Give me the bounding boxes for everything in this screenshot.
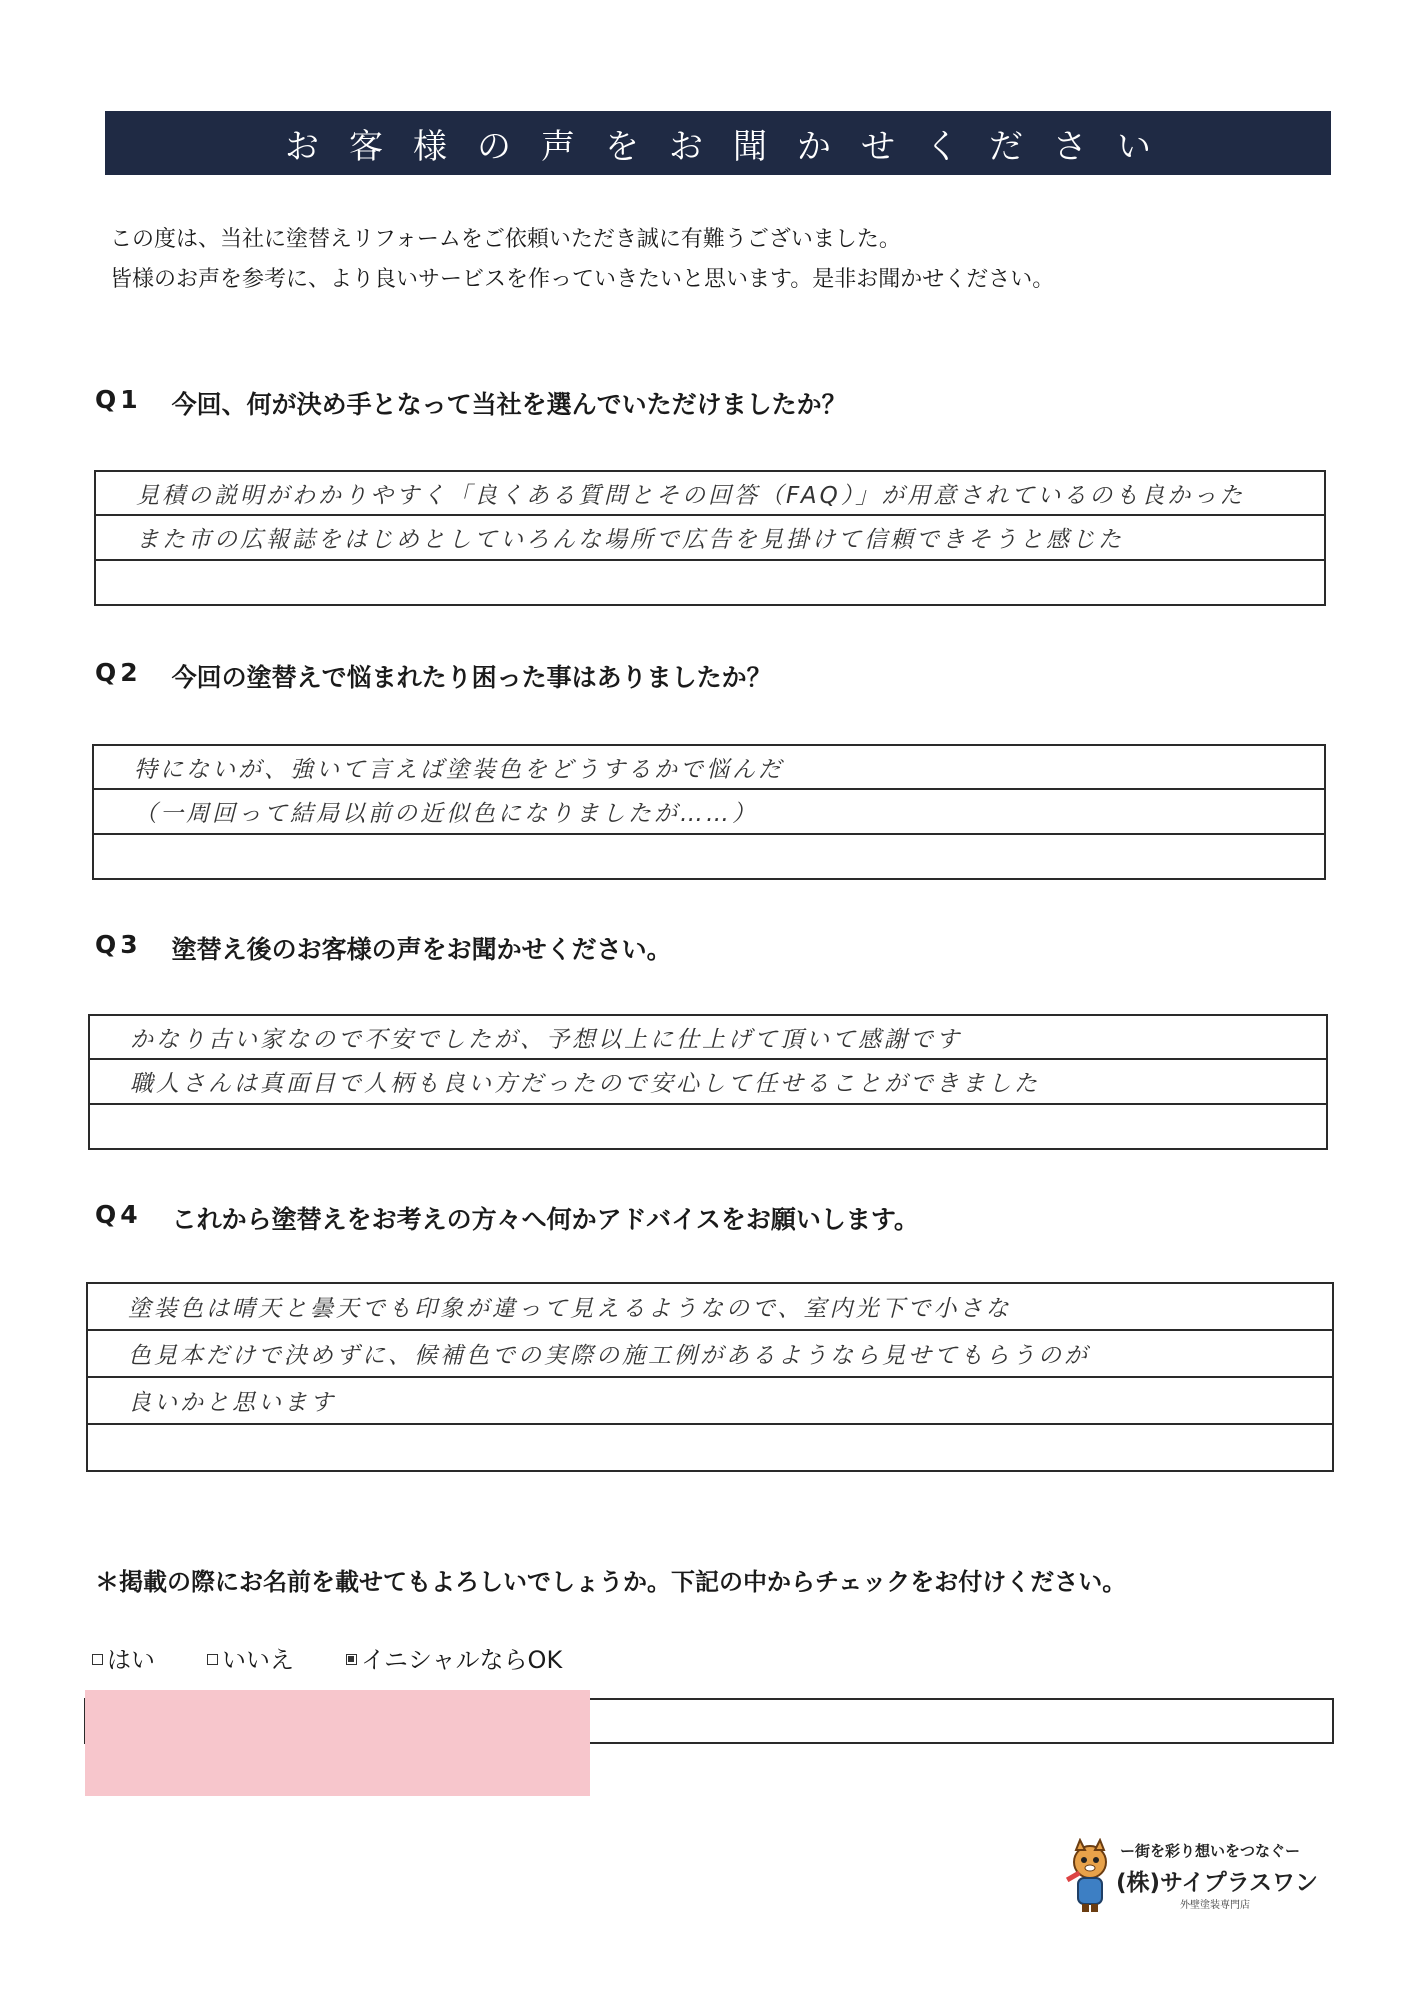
answer-line: かなり古い家なので不安でしたが、予想以上に仕上げて頂いて感謝です bbox=[90, 1016, 1326, 1060]
question-number: Q4 bbox=[95, 1200, 142, 1229]
answer-line: 職人さんは真面目で人柄も良い方だったので安心して任せることができました bbox=[90, 1060, 1326, 1105]
question-number: Q1 bbox=[95, 385, 142, 414]
mascot-icon bbox=[1060, 1838, 1120, 1913]
checkbox[interactable] bbox=[92, 1654, 103, 1665]
answer-line: 塗装色は晴天と曇天でも印象が違って見えるようなので、室内光下で小さな bbox=[88, 1284, 1332, 1331]
option-label: はい bbox=[107, 1646, 155, 1674]
answer-line: 色見本だけで決めずに、候補色での実際の施工例があるようなら見せてもらうのが bbox=[88, 1331, 1332, 1378]
option-label: イニシャルならOK bbox=[361, 1646, 563, 1674]
intro-text bbox=[110, 220, 1054, 300]
answer-line: 良いかと思います bbox=[88, 1378, 1332, 1425]
question-text: 塗替え後のお客様の声をお聞かせください。 bbox=[171, 935, 672, 964]
option-no[interactable] bbox=[207, 1640, 294, 1675]
checkbox[interactable] bbox=[346, 1654, 357, 1665]
option-label: いいえ bbox=[222, 1646, 294, 1674]
page-title: お客様の声をお聞かせください bbox=[105, 111, 1331, 175]
answer-box-1 bbox=[94, 470, 1326, 606]
answer-line: 見積の説明がわかりやすく「良くある質問とその回答（FAQ）」が用意されているのも良かった bbox=[96, 472, 1324, 516]
consent-text: ＊掲載の際にお名前を載せてもよろしいでしょうか。下記の中からチェックをお付けください。 bbox=[95, 1568, 1127, 1596]
answer-line bbox=[90, 1105, 1326, 1148]
answer-box-3 bbox=[88, 1014, 1328, 1150]
intro-line-1: この度は、当社に塗替えリフォームをご依頼いただき誠に有難うございました。 bbox=[110, 227, 901, 252]
question-number: Q3 bbox=[95, 930, 142, 959]
checkbox[interactable] bbox=[207, 1654, 218, 1665]
answer-line bbox=[96, 561, 1324, 604]
answer-line: また市の広報誌をはじめとしていろんな場所で広告を見掛けて信頼できそうと感じた bbox=[96, 516, 1324, 561]
question-text: 今回の塗替えで悩まれたり困った事はありましたか？ bbox=[171, 663, 772, 692]
question-3 bbox=[95, 930, 672, 966]
logo-name: (株)サイプラスワン bbox=[1116, 1870, 1319, 1896]
logo-subtitle: 外壁塗装専門店 bbox=[1180, 1900, 1250, 1911]
answer-line bbox=[94, 835, 1324, 878]
question-text: これから塗替えをお考えの方々へ何かアドバイスをお願いします。 bbox=[171, 1205, 919, 1234]
question-1 bbox=[95, 385, 847, 421]
answer-box-4 bbox=[86, 1282, 1334, 1472]
logo-tagline: ー街を彩り想いをつなぐー bbox=[1120, 1842, 1301, 1860]
option-initials-ok[interactable] bbox=[346, 1640, 562, 1675]
question-number: Q2 bbox=[95, 658, 142, 687]
answer-box-2 bbox=[92, 744, 1326, 880]
question-2 bbox=[95, 658, 772, 694]
question-text: 今回、何が決め手となって当社を選んでいただけましたか？ bbox=[171, 390, 847, 419]
answer-line: （一周回って結局以前の近似色になりましたが……） bbox=[94, 790, 1324, 835]
intro-line-2: 皆様のお声を参考に、より良いサービスを作っていきたいと思います。是非お聞かせください。 bbox=[110, 267, 1055, 292]
option-yes[interactable] bbox=[92, 1640, 155, 1675]
answer-line bbox=[88, 1425, 1332, 1470]
question-4 bbox=[95, 1200, 919, 1236]
redaction-block bbox=[85, 1690, 590, 1796]
company-logo bbox=[1060, 1838, 1320, 1918]
consent-options bbox=[92, 1640, 562, 1675]
answer-line: 特にないが、強いて言えば塗装色をどうするかで悩んだ bbox=[94, 746, 1324, 790]
